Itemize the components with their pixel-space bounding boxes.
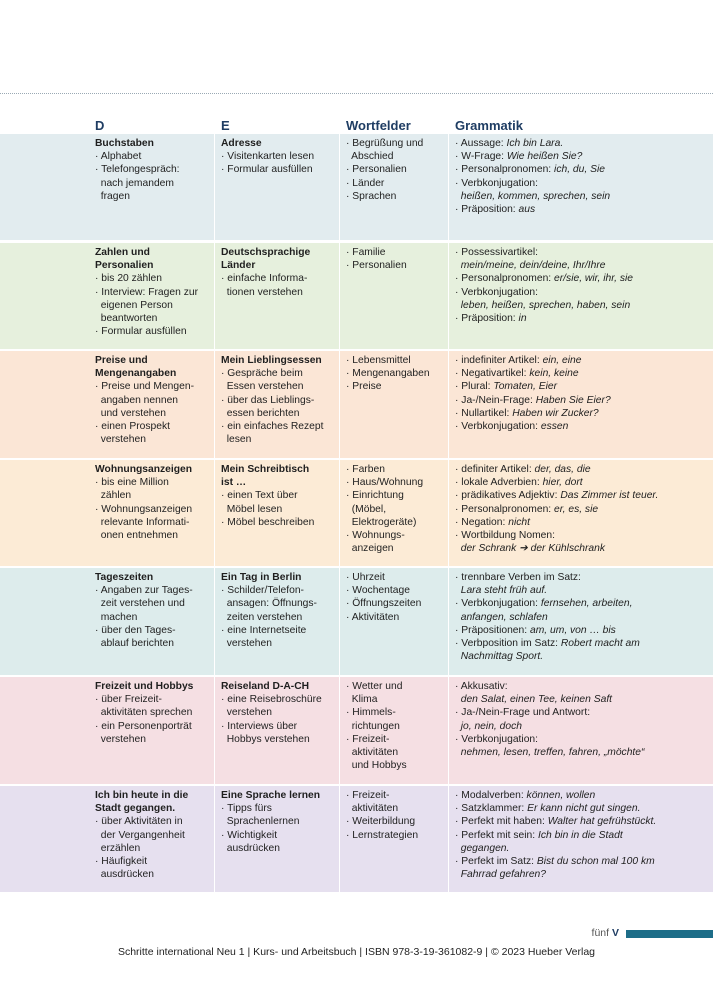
cell-line: · ein einfaches Rezept [221, 421, 324, 433]
cell-line: verstehen [95, 733, 146, 745]
cell-line: richtungen [346, 720, 400, 732]
page-number: fünf V [591, 927, 619, 939]
cell-title: Ein Tag in Berlin [221, 572, 302, 583]
cell-line: · Interview: Fragen zur [95, 286, 199, 298]
col-wortfelder-cell [346, 789, 418, 842]
cell-line: zeit verstehen und [95, 598, 185, 610]
cell-line: · Personalpronomen: er, es, sie [455, 503, 599, 515]
cell-line: · Aktivitäten [346, 611, 400, 623]
cell-line: zeiten verstehen [221, 611, 303, 623]
cell-line: · Personalpronomen: ich, du, Sie [455, 164, 605, 176]
cell-line: · prädikatives Adjektiv: Das Zimmer ist teuer. [455, 490, 659, 502]
cell-line: · Tipps fürs [221, 803, 272, 815]
cell-line: · Negation: nicht [455, 516, 530, 528]
column-separator [339, 351, 340, 458]
cell-line: · Alphabet [95, 151, 142, 163]
cell-line: nach jemandem [95, 177, 174, 189]
cell-line: · Verbkonjugation: essen [455, 421, 569, 433]
column-separator [448, 460, 449, 566]
cell-line: · ein Personenporträt [95, 720, 192, 732]
col-d-cell [95, 354, 194, 446]
col-grammatik-cell [455, 789, 656, 881]
cell-line: · Perfekt mit sein: Ich bin in die Stadt [455, 829, 623, 841]
cell-title: Wohnungsanzeigen [95, 464, 193, 475]
cell-title: Mein Schreibtisch [221, 464, 310, 475]
cell-line: zählen [95, 490, 132, 502]
table-row [0, 677, 713, 784]
column-header-e: E [221, 118, 230, 133]
col-grammatik-cell [455, 571, 640, 663]
column-separator [339, 134, 340, 240]
cell-line: Sprachenlernen [221, 816, 300, 828]
table-row [0, 460, 713, 566]
column-separator [214, 134, 215, 240]
column-header-wortfelder: Wortfelder [346, 118, 411, 133]
col-wortfelder-cell [346, 137, 423, 203]
cell-line: relevante Informati- [95, 516, 190, 528]
cell-line: · Verbposition im Satz: Robert macht am [455, 638, 640, 650]
cell-line: beantworten [95, 313, 158, 325]
cell-line: · Ja-/Nein-Frage: Haben Sie Eier? [455, 394, 611, 406]
cell-line: · Sprachen [346, 190, 397, 202]
top-dotted-rule [0, 93, 713, 94]
cell-title: Mein Lieblingsessen [221, 355, 322, 366]
cell-line: · Uhrzeit [346, 572, 385, 583]
cell-line: gegangen. [455, 842, 510, 854]
cell-line: anzeigen [346, 543, 394, 555]
cell-line: · Nullartikel: Haben wir Zucker? [455, 407, 599, 419]
cell-title: Länder [221, 260, 256, 272]
col-wortfelder-cell [346, 571, 421, 624]
col-e-cell [221, 246, 310, 299]
cell-line: tionen verstehen [221, 286, 303, 298]
column-separator [339, 786, 340, 892]
column-separator [214, 677, 215, 784]
col-wortfelder-cell [346, 463, 423, 555]
cell-line: · eine Internetseite [221, 624, 307, 636]
column-separator [448, 243, 449, 349]
column-separator [448, 568, 449, 675]
cell-line: · Formular ausfüllen [221, 164, 313, 176]
cell-line: · trennbare Verben im Satz: [455, 572, 581, 583]
cell-line: machen [95, 611, 138, 623]
table-row [0, 134, 713, 240]
column-separator [339, 243, 340, 349]
cell-line: · Wochentage [346, 585, 410, 597]
cell-line: · Gespräche beim [221, 368, 303, 380]
cell-line: der Vergangenheit [95, 829, 185, 841]
cell-line: · über Freizeit- [95, 694, 162, 706]
cell-line: · Wohnungsanzeigen [95, 503, 193, 515]
cell-title: Stadt gegangen. [95, 803, 176, 815]
cell-line: verstehen [95, 434, 146, 446]
column-header-d: D [95, 118, 105, 133]
cell-line: · Häufigkeit [95, 856, 148, 868]
cell-line: ausdrücken [221, 842, 280, 854]
column-separator [214, 568, 215, 675]
cell-line: onen entnehmen [95, 530, 179, 542]
cell-line: den Salat, einen Tee, keinen Saft [455, 694, 613, 706]
cell-line: · Modalverben: können, wollen [455, 790, 596, 801]
cell-line: · Wohnungs- [346, 530, 405, 542]
cell-line: · Verbkonjugation: [455, 286, 539, 298]
table-row [0, 243, 713, 349]
cell-line: · Plural: Tomaten, Eier [455, 381, 558, 393]
cell-line: der Schrank ➔ der Kühlschrank [455, 543, 605, 555]
cell-line: angaben nennen [95, 394, 179, 406]
cell-title: Mengenangaben [95, 368, 177, 380]
cell-title: Zahlen und [95, 247, 150, 258]
cell-line: · über das Lieblings- [221, 394, 315, 406]
cell-line: leben, heißen, sprechen, haben, sein [455, 299, 631, 311]
cell-line: Fahrrad gefahren? [455, 869, 547, 881]
col-wortfelder-cell [346, 354, 430, 394]
column-header-grammatik: Grammatik [455, 118, 523, 133]
cell-line: Lara steht früh auf. [455, 585, 548, 597]
cell-line: Essen verstehen [221, 381, 304, 393]
cell-line: · Weiterbildung [346, 816, 416, 828]
cell-line: · Familie [346, 247, 386, 258]
cell-line: · Farben [346, 464, 385, 475]
col-grammatik-cell [455, 680, 644, 759]
cell-line: · über Aktivitäten in [95, 816, 183, 828]
cell-title: ist … [221, 477, 247, 489]
cell-line: · Akkusativ: [455, 681, 508, 692]
cell-line: · Possessivartikel: [455, 247, 538, 258]
cell-title: Freizeit und Hobbys [95, 681, 194, 692]
col-d-cell [95, 680, 193, 746]
cell-line: · bis eine Million [95, 477, 169, 489]
cell-line: aktivitäten sprechen [95, 707, 193, 719]
cell-line: Möbel lesen [221, 503, 283, 515]
cell-line: heißen, kommen, sprechen, sein [455, 190, 611, 202]
cell-line: · Interviews über [221, 720, 298, 732]
cell-line: (Möbel, [346, 503, 387, 515]
cell-line: · Mengenangaben [346, 368, 430, 380]
copyright-line: Schritte international Neu 1 | Kurs- und Arbeitsbuch | ISBN 978-3-19-361082-9 | © 2023 Hueber Verlag [117, 946, 596, 958]
cell-line: · definiter Artikel: der, das, die [455, 464, 591, 475]
cell-line: · Freizeit- [346, 733, 390, 745]
col-wortfelder-cell [346, 246, 407, 272]
cell-line: ablauf berichten [95, 638, 174, 650]
column-separator [448, 351, 449, 458]
cell-line: · Telefongespräch: [95, 164, 180, 176]
cell-line: und Hobbys [346, 760, 407, 772]
cell-line: · Verbkonjugation: [455, 177, 539, 189]
cell-line: und verstehen [95, 407, 166, 419]
col-e-cell [221, 571, 317, 650]
cell-line: · Verbkonjugation: fernsehen, arbeiten, [455, 598, 633, 610]
cell-line: verstehen [221, 707, 272, 719]
cell-line: · lokale Adverbien: hier, dort [455, 477, 583, 489]
cell-line: · Formular ausfüllen [95, 326, 187, 338]
cell-line: · Freizeit- [346, 790, 390, 801]
cell-title: Eine Sprache lernen [221, 790, 321, 801]
column-separator [448, 786, 449, 892]
col-e-cell [221, 789, 320, 855]
col-e-cell [221, 354, 323, 446]
cell-line: · Präposition: aus [455, 204, 536, 216]
cell-line: · Personalien [346, 164, 407, 176]
cell-title: Deutschsprachige [221, 247, 311, 258]
cell-line: fragen [95, 190, 130, 202]
cell-title: Buchstaben [95, 138, 154, 149]
footer-accent-bar [626, 930, 713, 938]
cell-line: · bis 20 zählen [95, 273, 162, 285]
cell-line: Hobbys verstehen [221, 733, 310, 745]
col-grammatik-cell [455, 137, 610, 216]
cell-line: · Wortbildung Nomen: [455, 530, 555, 542]
column-separator [214, 786, 215, 892]
cell-line: · Preise [346, 381, 382, 393]
cell-title: Personalien [95, 260, 154, 272]
cell-line: verstehen [221, 638, 272, 650]
cell-line: mein/meine, dein/deine, Ihr/Ihre [455, 260, 606, 272]
cell-line: · Personalpronomen: er/sie, wir, ihr, sie [455, 273, 633, 285]
cell-line: ausdrücken [95, 869, 154, 881]
cell-line: · einen Text über [221, 490, 298, 502]
cell-line: Elektrogeräte) [346, 516, 417, 528]
col-grammatik-cell [455, 354, 611, 433]
cell-line: · Öffnungszeiten [346, 598, 422, 610]
col-wortfelder-cell [346, 680, 407, 772]
cell-title: Adresse [221, 138, 262, 149]
cell-line: anfangen, schlafen [455, 611, 548, 623]
cell-line: · W-Frage: Wie heißen Sie? [455, 151, 583, 163]
cell-line: essen berichten [221, 407, 300, 419]
cell-line: · einfache Informa- [221, 273, 308, 285]
cell-line: · Einrichtung [346, 490, 404, 502]
cell-line: · Lernstrategien [346, 829, 419, 841]
col-grammatik-cell [455, 463, 658, 555]
column-separator [214, 351, 215, 458]
column-separator [214, 460, 215, 566]
cell-line: · Perfekt mit haben: Walter hat gefrühstückt. [455, 816, 657, 828]
cell-line: · Negativartikel: kein, keine [455, 368, 579, 380]
cell-title: Ich bin heute in die [95, 790, 189, 801]
col-d-cell [95, 137, 180, 203]
cell-line: · Satzklammer: Er kann nicht gut singen. [455, 803, 641, 815]
cell-line: aktivitäten [346, 747, 399, 759]
column-separator [339, 568, 340, 675]
cell-title: Tageszeiten [95, 572, 154, 583]
cell-line: · Visitenkarten lesen [221, 151, 315, 163]
col-e-cell [221, 680, 322, 746]
col-d-cell [95, 463, 192, 542]
cell-line: · Schilder/Telefon- [221, 585, 304, 597]
cell-line: ansagen: Öffnungs- [221, 598, 317, 610]
cell-line: · Präpositionen: am, um, von … bis [455, 624, 616, 636]
cell-line: · Aussage: Ich bin Lara. [455, 138, 564, 149]
cell-line: Nachmittag Sport. [455, 651, 544, 663]
cell-line: erzählen [95, 842, 141, 854]
col-d-cell [95, 571, 193, 650]
cell-line: jo, nein, doch [455, 720, 522, 732]
cell-line: · Perfekt im Satz: Bist du schon mal 100 km [455, 856, 655, 868]
cell-line: · über den Tages- [95, 624, 176, 636]
column-separator [448, 677, 449, 784]
column-separator [448, 134, 449, 240]
cell-line: · eine Reisebroschüre [221, 694, 322, 706]
cell-line: Klima [346, 694, 378, 706]
column-separator [339, 677, 340, 784]
col-e-cell [221, 137, 314, 177]
cell-title: Preise und [95, 355, 148, 366]
cell-line: nehmen, lesen, treffen, fahren, „möchte“ [455, 747, 645, 759]
cell-line: lesen [221, 434, 252, 446]
col-d-cell [95, 789, 188, 881]
table-row [0, 786, 713, 892]
cell-line: · Länder [346, 177, 385, 189]
table-row [0, 351, 713, 458]
table-row [0, 568, 713, 675]
cell-line: · Haus/Wohnung [346, 477, 424, 489]
cell-line: · indefiniter Artikel: ein, eine [455, 355, 582, 366]
cell-line: · Wetter und [346, 681, 403, 692]
cell-title: Reiseland D-A-CH [221, 681, 310, 692]
cell-line: · Lebensmittel [346, 355, 411, 366]
cell-line: · Preise und Mengen- [95, 381, 195, 393]
cell-line: · Angaben zur Tages- [95, 585, 193, 597]
col-e-cell [221, 463, 314, 529]
cell-line: eigenen Person [95, 299, 173, 311]
cell-line: · Präposition: in [455, 313, 527, 325]
cell-line: aktivitäten [346, 803, 399, 815]
col-d-cell [95, 246, 198, 338]
cell-line: · Himmels- [346, 707, 396, 719]
cell-line: Abschied [346, 151, 394, 163]
cell-line: · Möbel beschreiben [221, 516, 315, 528]
col-grammatik-cell [455, 246, 633, 325]
cell-line: · Personalien [346, 260, 407, 272]
cell-line: · Ja-/Nein-Frage und Antwort: [455, 707, 591, 719]
column-separator [339, 460, 340, 566]
cell-line: · Wichtigkeit [221, 829, 278, 841]
column-separator [214, 243, 215, 349]
cell-line: · Verbkonjugation: [455, 733, 539, 745]
cell-line: · Begrüßung und [346, 138, 424, 149]
cell-line: · einen Prospekt [95, 421, 170, 433]
